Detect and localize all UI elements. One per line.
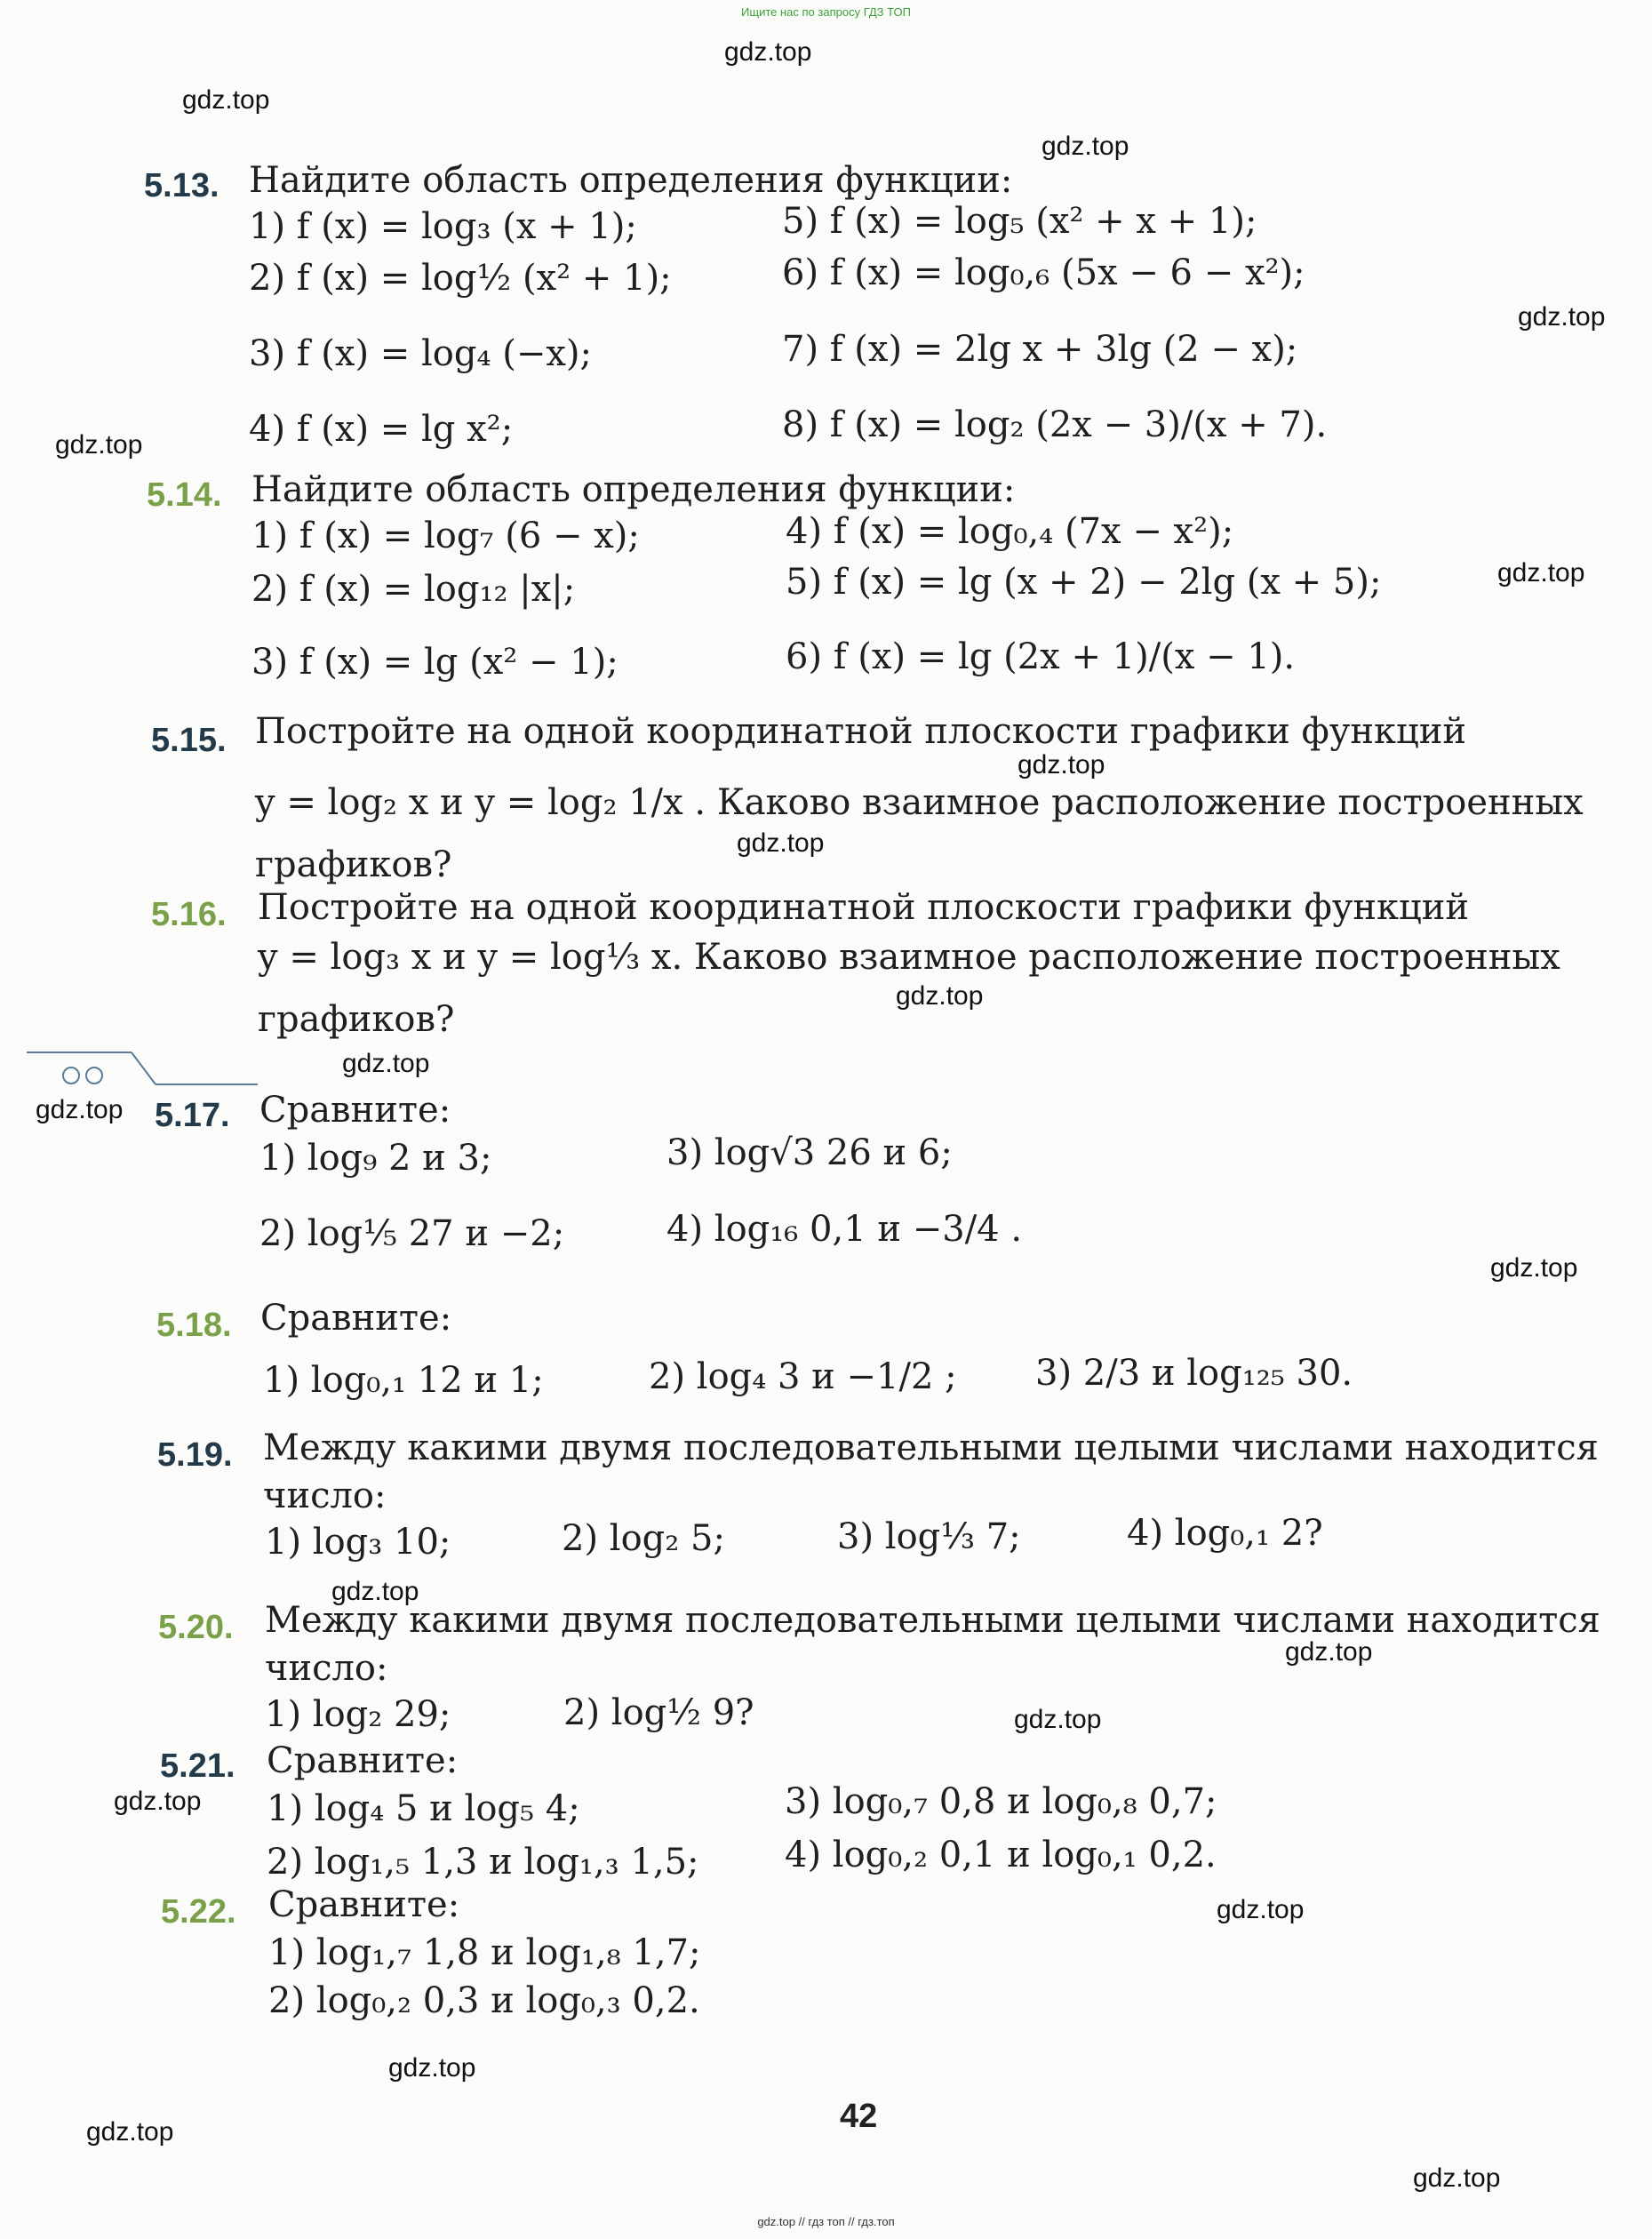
exercise-item: 2) log₁,₅ 1,3 и log₁,₃ 1,5; — [267, 1842, 699, 1883]
watermark: gdz.top — [1018, 750, 1105, 780]
watermark: gdz.top — [896, 981, 984, 1011]
exercise-item: 2) f (x) = log₁₂ |x|; — [251, 569, 576, 610]
page-number: 42 — [840, 2098, 878, 2135]
exercise-item: 5) f (x) = lg (x + 2) − 2lg (x + 5); — [786, 562, 1382, 603]
exercise-number: 5.13. — [144, 167, 219, 204]
watermark: gdz.top — [86, 2117, 174, 2147]
exercise-item: 4) log₁₆ 0,1 и −3/4 . — [666, 1209, 1023, 1250]
watermark: gdz.top — [388, 2053, 476, 2083]
exercise-text: Между какими двумя последовательными целыми числами находится — [265, 1600, 1600, 1641]
exercise-number: 5.21. — [160, 1747, 235, 1785]
exercise-number: 5.15. — [151, 722, 227, 759]
exercise-title: Сравните: — [268, 1884, 460, 1925]
exercise-item: 1) f (x) = log₃ (x + 1); — [249, 206, 637, 247]
exercise-item: 2) f (x) = log½ (x² + 1); — [249, 258, 672, 299]
exercise-text: Постройте на одной координатной плоскости графики функций — [255, 711, 1467, 752]
exercise-item: 4) f (x) = lg x²; — [249, 409, 514, 450]
watermark: gdz.top — [331, 1577, 419, 1606]
exercise-item: 4) log₀,₂ 0,1 и log₀,₁ 0,2. — [785, 1835, 1217, 1875]
section-divider-icon — [27, 1049, 258, 1090]
exercise-item: 2) log⅕ 27 и −2; — [259, 1213, 565, 1254]
watermark: gdz.top — [737, 828, 825, 858]
exercise-item: 1) log₁,₇ 1,8 и log₁,₈ 1,7; — [268, 1932, 701, 1973]
exercise-text: y = log₃ x и y = log⅓ x. Каково взаимное расположение построенных — [258, 937, 1560, 978]
exercise-item: 1) log₂ 29; — [265, 1694, 451, 1735]
exercise-item: 5) f (x) = log₅ (x² + x + 1); — [782, 201, 1257, 242]
exercise-number: 5.20. — [158, 1609, 234, 1646]
watermark: gdz.top — [55, 430, 143, 460]
exercise-item: 3) log⅓ 7; — [837, 1516, 1021, 1557]
exercise-item: 1) f (x) = log₇ (6 − x); — [251, 516, 640, 556]
exercise-text: Постройте на одной координатной плоскости графики функций — [258, 887, 1470, 928]
exercise-text: графиков? — [255, 844, 452, 885]
watermark: gdz.top — [1413, 2163, 1501, 2193]
exercise-item: 8) f (x) = log₂ (2x − 3)/(x + 7). — [782, 404, 1328, 445]
watermark: gdz.top — [1014, 1705, 1102, 1734]
exercise-item: 2) log₂ 5; — [562, 1518, 725, 1559]
watermark: gdz.top — [1497, 558, 1585, 588]
exercise-item: 2) log₀,₂ 0,3 и log₀,₃ 0,2. — [268, 1980, 700, 2021]
exercise-title: Сравните: — [267, 1740, 459, 1781]
exercise-number: 5.16. — [151, 896, 227, 933]
watermark: gdz.top — [1285, 1637, 1373, 1667]
exercise-item: 7) f (x) = 2lg x + 3lg (2 − x); — [782, 329, 1298, 370]
exercise-text: Между какими двумя последовательными целыми числами находится — [263, 1427, 1599, 1468]
exercise-title: Найдите область определения функции: — [251, 469, 1016, 510]
exercise-item: 3) 2/3 и log₁₂₅ 30. — [1035, 1353, 1353, 1394]
exercise-title: Сравните: — [259, 1090, 451, 1131]
exercise-number: 5.22. — [161, 1893, 236, 1931]
exercise-text: число: — [263, 1475, 387, 1516]
exercise-number: 5.17. — [155, 1097, 230, 1134]
exercise-item: 3) f (x) = log₄ (−x); — [249, 333, 592, 374]
bottom-banner: gdz.top // гдз топ // гдз.топ — [757, 2215, 895, 2228]
exercise-item: 3) f (x) = lg (x² − 1); — [251, 642, 619, 683]
exercise-item: 3) log₀,₇ 0,8 и log₀,₈ 0,7; — [785, 1781, 1217, 1822]
exercise-text: число: — [265, 1648, 388, 1689]
watermark: gdz.top — [342, 1049, 430, 1078]
exercise-title: Найдите область определения функции: — [249, 160, 1013, 201]
exercise-text: графиков? — [258, 999, 455, 1040]
watermark: gdz.top — [114, 1787, 202, 1816]
exercise-number: 5.18. — [156, 1307, 232, 1344]
exercise-item: 6) f (x) = lg (2x + 1)/(x − 1). — [786, 636, 1296, 677]
watermark: gdz.top — [1490, 1253, 1578, 1283]
exercise-text: y = log₂ x и y = log₂ 1/x . Каково взаимное расположение построенных — [255, 782, 1584, 823]
top-banner: Ищите нас по запросу ГДЗ ТОП — [741, 5, 911, 19]
exercise-item: 1) log₄ 5 и log₅ 4; — [267, 1788, 580, 1829]
exercise-number: 5.19. — [157, 1436, 233, 1474]
exercise-number: 5.14. — [147, 476, 222, 514]
watermark: gdz.top — [1041, 132, 1129, 161]
watermark: gdz.top — [1217, 1895, 1305, 1924]
watermark: gdz.top — [36, 1095, 124, 1124]
exercise-item: 3) log√3 26 и 6; — [666, 1132, 953, 1173]
watermark: gdz.top — [724, 37, 812, 67]
exercise-item: 4) log₀,₁ 2? — [1127, 1513, 1323, 1554]
exercise-item: 2) log½ 9? — [563, 1692, 754, 1733]
watermark: gdz.top — [182, 85, 270, 115]
exercise-item: 2) log₄ 3 и −1/2 ; — [649, 1356, 957, 1397]
watermark: gdz.top — [1518, 302, 1606, 332]
exercise-item: 1) log₀,₁ 12 и 1; — [263, 1360, 544, 1401]
exercise-item: 1) log₃ 10; — [265, 1522, 451, 1563]
exercise-title: Сравните: — [260, 1298, 452, 1339]
exercise-item: 6) f (x) = log₀,₆ (5x − 6 − x²); — [782, 252, 1305, 293]
exercise-item: 4) f (x) = log₀,₄ (7x − x²); — [786, 511, 1234, 552]
exercise-item: 1) log₉ 2 и 3; — [259, 1138, 492, 1179]
